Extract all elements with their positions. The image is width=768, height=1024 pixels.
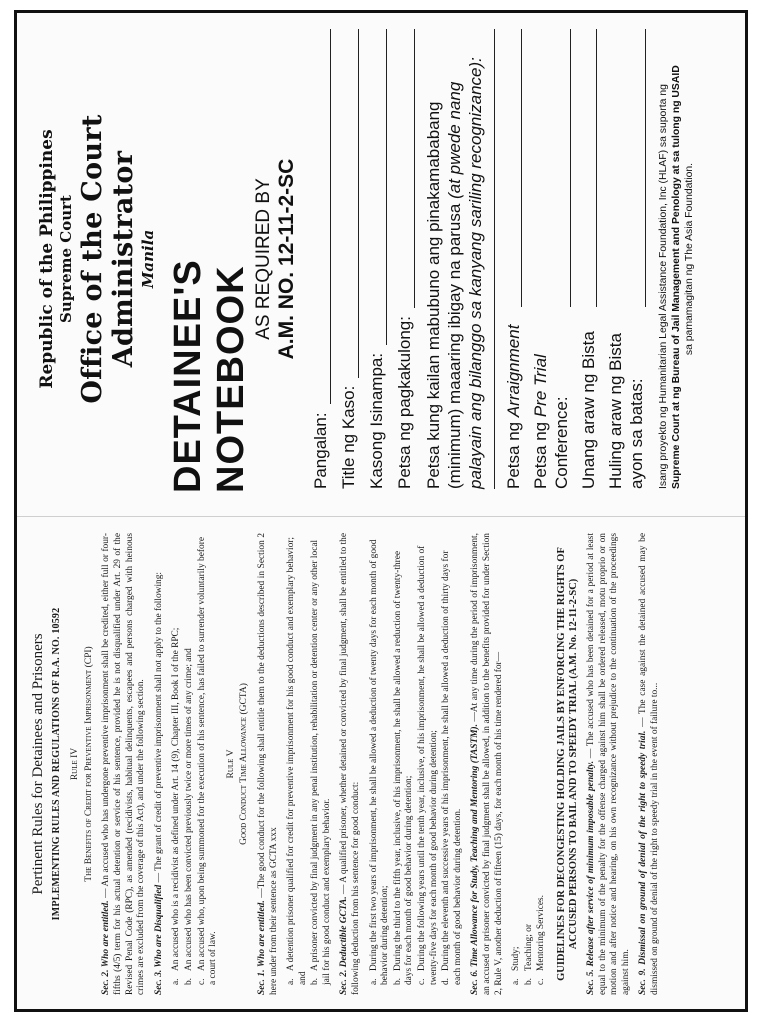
kaso-input-line[interactable] bbox=[370, 29, 387, 345]
gcta-deduction-list bbox=[369, 533, 465, 985]
field-petsa-minimum[interactable]: Petsa kung kailan mabubuno ang pinakamababang (minimum) maaaring ibigay na parusa (at pwede nang palayain ang bilanggo sa kanyang sariling recognizance): bbox=[423, 29, 495, 489]
field-pretrial[interactable]: Petsa ng Pre Trial Conference: bbox=[530, 29, 572, 489]
dates-block bbox=[503, 29, 651, 489]
pagkakulong-input-line[interactable] bbox=[398, 29, 415, 308]
section-3-disqualified: Sec. 3. Who are Disqualified — The grant of credit of preventive imprisonment shall not apply to the following: bbox=[153, 571, 164, 995]
required-by-label: AS REQUIRED BY bbox=[253, 178, 274, 340]
field-title-ng-kaso[interactable]: Title ng Kaso: bbox=[339, 29, 359, 489]
am-number: A.M. NO. 12-11-2-SC bbox=[275, 158, 298, 360]
list-item: c.Mentoring Services. bbox=[536, 894, 547, 985]
list-item: a.A detention prisoner qualified for credit for preventive imprisonment for his good conduct and exemplary behavior; and bbox=[286, 537, 308, 985]
fold-line bbox=[17, 516, 745, 517]
oca-heading: Office of the Court Administrator bbox=[77, 114, 139, 404]
list-item: b.A prisoner convicted by final judgment in any penal institution, rehabilitation or detention center or any other local jail for his good conduct and exemplary behavior. bbox=[310, 539, 332, 985]
rotated-page bbox=[17, 13, 745, 1009]
project-credits: Isang proyekto ng Humanitarian Legal Assistance Foundation, Inc (HLAF) sa suporta ng Supreme Court at ng Bureau of Jail Management and Penology at sa tulong ng USAID sa pamamagitan ng The Asia Foundation. bbox=[658, 65, 695, 489]
section-1-gcta: Sec. 1. Who are entitled. —The good conduct for the following shall entitle them to the deductions described in Section 2 here under from their sentence as GCTA xxx bbox=[256, 532, 279, 995]
pretrial-input-line[interactable] bbox=[552, 29, 571, 307]
list-item: b.An accused who has been convicted previously twice or more times of any crime; and bbox=[183, 648, 194, 985]
huling-bista-input-line[interactable] bbox=[627, 29, 646, 307]
field-pangalan[interactable]: Pangalan: bbox=[311, 29, 331, 489]
list-item: c.During the following years until the tenth year, inclusive, of his imprisonment, he shall be allowed a deduction of twenty-five days for each month of good behavior during detention; bbox=[417, 545, 439, 985]
section-2-entitled: Sec. 2. Who are entitled. — An accused who has undergone preventive imprisonment shall be credited, either full or four-fifths (4/5) term for his actual detention or service of his sentence, provided he is not disqualified under Art. 29 of the Revised Penal Code (RPC), as amended (recidivists, habitual delinquents, escapees and persons charged with heinous crimes are excluded from the coverage of this Act), and under the following section. bbox=[101, 533, 147, 995]
list-item: b.During the third to the fifth year, inclusive, of his imprisonment, he shall be allowed a reduction of twenty-three days for each month of good behavior during detention; bbox=[392, 550, 415, 985]
field-kasong-isinampa[interactable]: Kasong Isinampa: bbox=[367, 29, 387, 489]
list-item: c.An accused who, upon being summoned for the execution of his sentence, has failed to surrender voluntarily before a court of law. bbox=[196, 537, 219, 985]
rule-iv-label: Rule IV bbox=[70, 747, 81, 781]
supreme-court-heading: Supreme Court bbox=[57, 195, 75, 323]
notebook-cover bbox=[17, 13, 745, 509]
detainee-form bbox=[311, 29, 651, 489]
title-input-line[interactable] bbox=[342, 29, 359, 378]
unang-bista-input-line[interactable] bbox=[578, 29, 597, 307]
disqualified-list bbox=[171, 533, 219, 985]
section-9-dismissal: Sec. 9. Dismissal on ground of denial of the right to speedy trial. — The case against the detained accused may be dismissed on ground of denial of the right to speedy trial in the event of failure to... bbox=[638, 533, 660, 995]
guidelines-heading: GUIDELINES FOR DECONGESTING HOLDING JAILS BY ENFORCING THE RIGHTS OF ACCUSED PERSONS TO BAIL AND TO SPEEDY TRIAL (A.M. No. 12-11-2-SC) bbox=[555, 547, 579, 981]
list-item: a.During the first two years of imprisonment, he shall be allowed a deduction of twenty days for each month of good behavior during detention; bbox=[368, 539, 391, 985]
rule-v-label: Rule V bbox=[225, 749, 236, 779]
field-unang-bista[interactable]: Unang araw ng Bista bbox=[578, 29, 599, 489]
field-petsa-pagkakulong[interactable]: Petsa ng pagkakulong: bbox=[395, 29, 415, 489]
irr-heading: IMPLEMENTING RULES AND REGULATIONS OF R.A. NO. 10592 bbox=[50, 607, 62, 921]
section-2-deductible-gcta: Sec. 2. Deductible GCTA. — A qualified prisoner, whether detained or convicted by final judgment, shall be entitled to the following deduction from his sentence for good conduct: bbox=[339, 532, 362, 995]
minimum-input-line[interactable] bbox=[486, 29, 495, 489]
list-item: a.An accused who is a recidivist as defined under Art. 14 (9), Chapter III, Book I of the RPC; bbox=[171, 627, 182, 985]
pangalan-input-line[interactable] bbox=[314, 29, 331, 404]
list-item: a.Study; bbox=[511, 946, 522, 985]
rules-heading: Pertinent Rules for Detainees and Prisoners bbox=[30, 633, 46, 895]
manila-heading: Manila bbox=[139, 229, 157, 289]
tastm-list bbox=[511, 533, 548, 985]
section-5-release: Sec. 5. Release after service of minimum imposable penalty. — The accused who has been detained for a period at least equal to the minimum of the penalty for the offense charged against him shall be ordered released, motu proprio or on motion and after notice and hearing, on his own recognizance without prejudice to the continuation of the proceedings against him. bbox=[585, 532, 631, 995]
section-6-tastm: Sec. 6. Time Allowance for Study, Teaching and Mentoring (TASTM). —At any time during the period of imprisonment, an accused or prisoner convicted by final judgment shall be allowed, in addition to the benefits provided for under Section 2, Rule V, another deduction of fifteen (15) days, for each month of his time rendered for— bbox=[470, 532, 504, 995]
rule-iv-title: The Benefits of Credit for Preventive Imprisonment (CPI) bbox=[83, 646, 94, 882]
rule-v-title: Good Conduct Time Allowance (GCTA) bbox=[239, 683, 250, 845]
rules-column bbox=[17, 521, 745, 1009]
gcta-entitled-list bbox=[286, 533, 333, 985]
list-item: d.During the eleventh and successive years of his imprisonment, he shall be allowed a deduction of thirty days for each month of good behavior during detention. bbox=[441, 550, 463, 985]
field-arraignment[interactable]: Petsa ng Arraignment bbox=[503, 29, 524, 489]
notebook-title: DETAINEE'S NOTEBOOK bbox=[167, 259, 252, 493]
arraignment-input-line[interactable] bbox=[503, 29, 522, 307]
field-huling-bista[interactable]: Huling araw ng Bista ayon sa batas: bbox=[605, 29, 647, 489]
document-frame bbox=[14, 10, 748, 1012]
list-item: b.Teaching; or bbox=[523, 924, 534, 985]
republic-heading: Republic of the Philippines bbox=[37, 129, 57, 389]
